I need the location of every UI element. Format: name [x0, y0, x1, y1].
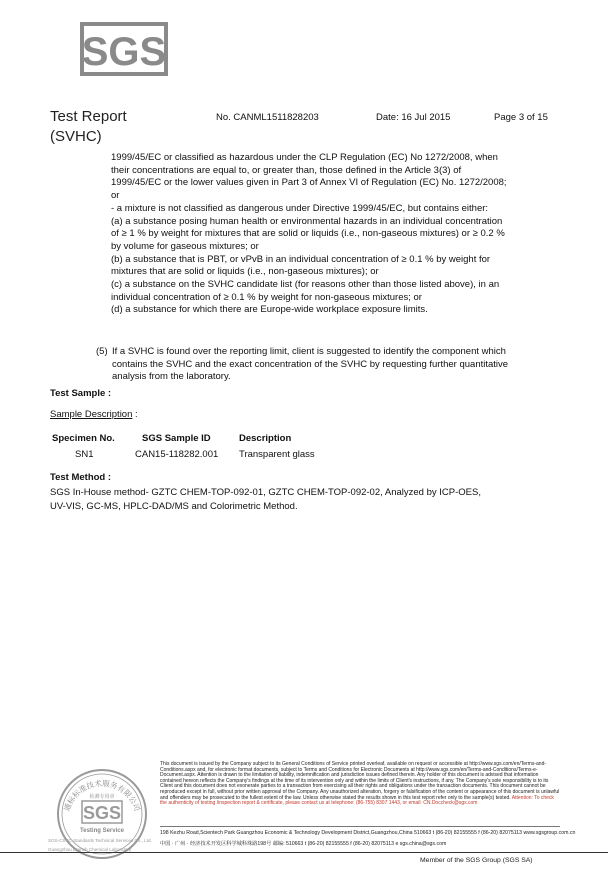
- body-line: mixtures that are solid or liquids (i.e., non-gaseous mixtures); or: [111, 266, 379, 278]
- stamp-inner-label: 检测专用章: [89, 794, 115, 800]
- report-date: Date: 16 Jul 2015: [376, 112, 451, 123]
- footer-address-cn: 中国 · 广州 · 经济技术开发区科学城科珠路198号 邮编: 510663 t (86-20) 82155555 f (86-20) 82075113 e sgs.china@sgs.com: [160, 841, 447, 847]
- body-paragraph: [111, 152, 551, 317]
- body-line: 1999/45/EC or the lower values given in Part 3 of Annex VI of Regulation (EC) No. 1272/2008;: [111, 177, 507, 189]
- footer-disclaimer: [160, 762, 560, 807]
- table-header-description: Description: [239, 433, 292, 444]
- test-method-text: [50, 486, 481, 514]
- sample-description-heading: [50, 409, 138, 420]
- note-text: [112, 346, 508, 384]
- body-line: (a) a substance posing human health or environmental hazards in an individual concentration: [111, 215, 503, 227]
- stamp-lab-line: Guangzhou Branch Chemical Laboratory: [48, 847, 132, 852]
- table-header-sample-id: SGS Sample ID: [142, 433, 211, 444]
- table-cell-sample-id: CAN15-118282.001: [135, 449, 219, 460]
- test-method-heading: Test Method :: [50, 472, 112, 483]
- logo-text: SGS: [81, 30, 167, 74]
- note-line: contains the SVHC and the exact concentration of the SVHC by requesting further quantitative: [112, 358, 509, 370]
- report-subtitle: (SVHC): [50, 128, 102, 145]
- report-title: Test Report: [50, 108, 127, 125]
- report-number: No. CANML1511828203: [216, 112, 319, 123]
- authenticity-notice: Attention: To check the authenticity of testing /inspection report & certificate, please contact us at telephone: (86-755) 8307 1443, or email: CN.Doccheck@sgs.com: [160, 794, 554, 807]
- stamp-arc-text: 通标标准技术服务有限公司: [62, 778, 142, 813]
- test-sample-heading: Test Sample :: [50, 388, 112, 399]
- bottom-divider: [0, 852, 608, 853]
- footer-divider: [160, 826, 560, 827]
- page-number: Page 3 of 15: [494, 112, 548, 123]
- table-cell-specimen: SN1: [75, 449, 94, 460]
- body-line: by volume for gaseous mixtures; or: [111, 240, 259, 252]
- note-line: If a SVHC is found over the reporting limit, client is suggested to identify the component which: [112, 346, 506, 357]
- body-line: individual concentration of ≥ 0.1 % by weight for non-gaseous mixtures; or: [111, 291, 422, 303]
- body-line: - a mixture is not classified as dangerous under Directive 1999/45/EC, but contains either:: [111, 202, 489, 214]
- stamp-logo: SGS: [82, 803, 122, 823]
- sample-description-colon: :: [132, 409, 138, 420]
- note-number: (5): [96, 346, 108, 357]
- footer-address-en: 198 Kezhu Road,Scientech Park Guangzhou Economic & Technology Development District,Guangzhou,China 510663 t (86-20) 82155555 f (86-20) 82075113 www.sgsgroup.com.cn: [160, 830, 576, 836]
- sgs-logo: [80, 22, 168, 76]
- body-line: 1999/45/EC or classified as hazardous under the CLP Regulation (EC) No 1272/2008, when: [111, 152, 498, 163]
- note-line: analysis from the laboratory.: [112, 371, 231, 383]
- stamp-service: Testing Service: [80, 828, 124, 834]
- test-method-line: UV-VIS, GC-MS, HPLC-DAD/MS and Colorimetric Method.: [50, 501, 298, 512]
- table-header-specimen: Specimen No.: [52, 433, 115, 444]
- member-of-sgs-group: Member of the SGS Group (SGS SA): [420, 857, 533, 864]
- body-line: of ≥ 1 % by weight for mixtures that are solid or liquids (i.e., non-gaseous mixtures) or ≥ 0.2 %: [111, 228, 505, 240]
- stamp-company-line: SGS-CSTC Standards Technical Services Co., Ltd.: [48, 838, 152, 843]
- body-line: or: [111, 190, 120, 202]
- body-line: (c) a substance on the SVHC candidate list (for reasons other than those listed above), in an: [111, 279, 500, 291]
- body-line: their concentrations are equal to, or greater than, those defined in the Article 3(3) of: [111, 164, 462, 176]
- sample-description-label: Sample Description: [50, 409, 133, 420]
- body-line: (b) a substance that is PBT, or vPvB in an individual concentration of ≥ 0.1 % by weight for: [111, 253, 491, 265]
- body-line: (d) a substance for which there are Europe-wide workplace exposure limits.: [111, 304, 428, 316]
- table-cell-description: Transparent glass: [239, 449, 315, 460]
- disclaimer-text: This document is issued by the Company subject to its General Conditions of Service printed overleaf, available on request or accessible at http://www.sgs.com/en/Terms-and-Conditions.aspx and, for electronic format documents, subject to Terms and Conditions for Electronic Documents at http://www.sgs.com/en/Terms-and-Conditions/Terms-e-Document.aspx. Attention is drawn to the limitation of liability, indemnification and jurisdiction issues defined therein. Any holder of this document is advised that information contained hereon reflects the Company's findings at the time of its intervention only and within the limits of Client's instructions, if any. The Company's sole responsibility is to its Client and this document does not exonerate parties to a transaction from exercising all their rights and obligations under the transaction documents. This document cannot be reproduced except in full, without prior written approval of the Company. Any unauthorized alteration, forgery or falsification of the content or appearance of this document is unlawful and offenders may be prosecuted to the fullest extent of the law. Unless otherwise stated the results shown in this test report refer only to the sample(s) tested.: [160, 761, 560, 801]
- test-method-line: SGS In-House method- GZTC CHEM-TOP-092-01, GZTC CHEM-TOP-092-02, Analyzed by ICP-OES,: [50, 487, 481, 498]
